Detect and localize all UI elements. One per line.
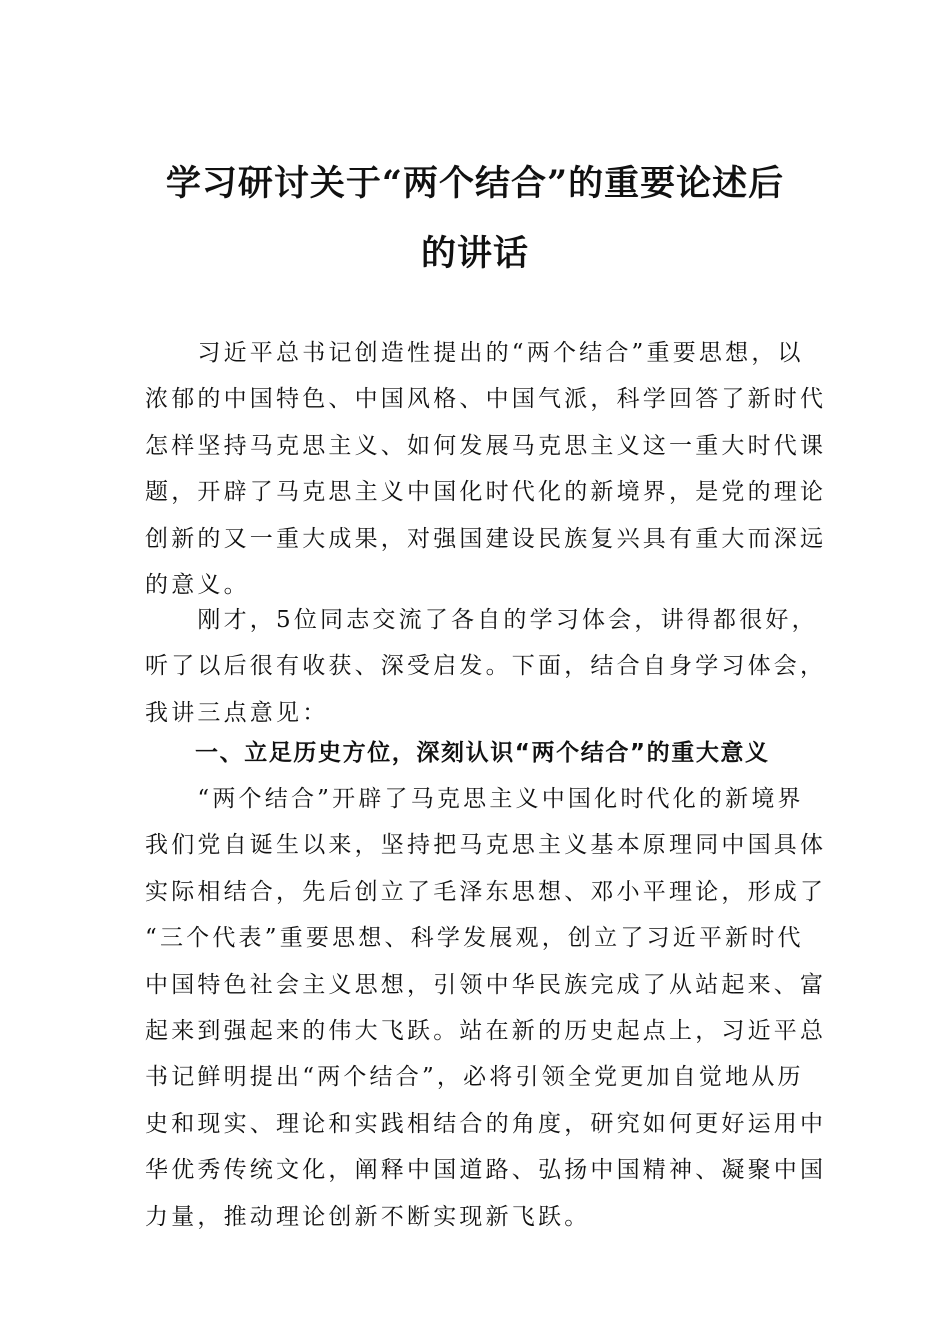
paragraph-section-1 — [145, 776, 827, 1240]
paragraph-line: 题，开辟了马克思主义中国化时代化的新境界，是党的理论 — [145, 479, 827, 506]
paragraph-line: 华优秀传统文化，阐释中国道路、弘扬中国精神、凝聚中国 — [145, 1157, 827, 1184]
paragraph-line: 实际相结合，先后创立了毛泽东思想、邓小平理论，形成了 — [145, 878, 827, 905]
paragraph-line: “三个代表”重要思想、科学发展观，创立了习近平新时代 — [145, 925, 804, 952]
paragraph-line: 我们党自诞生以来，坚持把马克思主义基本原理同中国具体 — [145, 832, 827, 859]
paragraph-line: 书记鲜明提出“两个结合”，必将引领全党更加自觉地从历 — [145, 1064, 804, 1091]
paragraph-line: 创新的又一重大成果，对强国建设民族复兴具有重大而深远 — [145, 525, 827, 552]
section-heading-1: 一、立足历史方位，深刻认识“两个结合”的重大意义 — [195, 740, 770, 766]
paragraph-line: “两个结合”开辟了马克思主义中国化时代化的新境界 — [145, 786, 804, 812]
paragraph-line: 起来到强起来的伟大飞跃。站在新的历史起点上，习近平总 — [145, 1017, 827, 1044]
paragraph-line: 中国特色社会主义思想，引领中华民族完成了从站起来、富 — [145, 971, 827, 998]
document-title-line-2: 的讲话 — [420, 233, 529, 274]
paragraph-line: 习近平总书记创造性提出的“两个结合”重要思想，以 — [145, 340, 804, 366]
paragraph-line: 怎样坚持马克思主义、如何发展马克思主义这一重大时代课 — [145, 432, 827, 459]
paragraph-line: 力量，推动理论创新不断实现新飞跃。 — [145, 1203, 591, 1230]
paragraph-line: 刚才，5位同志交流了各自的学习体会，讲得都很好， — [145, 607, 818, 633]
paragraph-line: 听了以后很有收获、深受启发。下面，结合自身学习体会， — [145, 653, 827, 680]
document-title-line-1: 学习研讨关于“两个结合”的重要论述后 — [165, 163, 785, 204]
paragraph-intro — [145, 330, 827, 608]
paragraph-opening-remarks — [145, 597, 827, 736]
paragraph-line: 浓郁的中国特色、中国风格、中国气派，科学回答了新时代 — [145, 386, 827, 413]
paragraph-line: 我讲三点意见： — [145, 699, 329, 726]
paragraph-line: 史和现实、理论和实践相结合的角度，研究如何更好运用中 — [145, 1110, 827, 1137]
paragraph-line: 的意义。 — [145, 571, 250, 598]
